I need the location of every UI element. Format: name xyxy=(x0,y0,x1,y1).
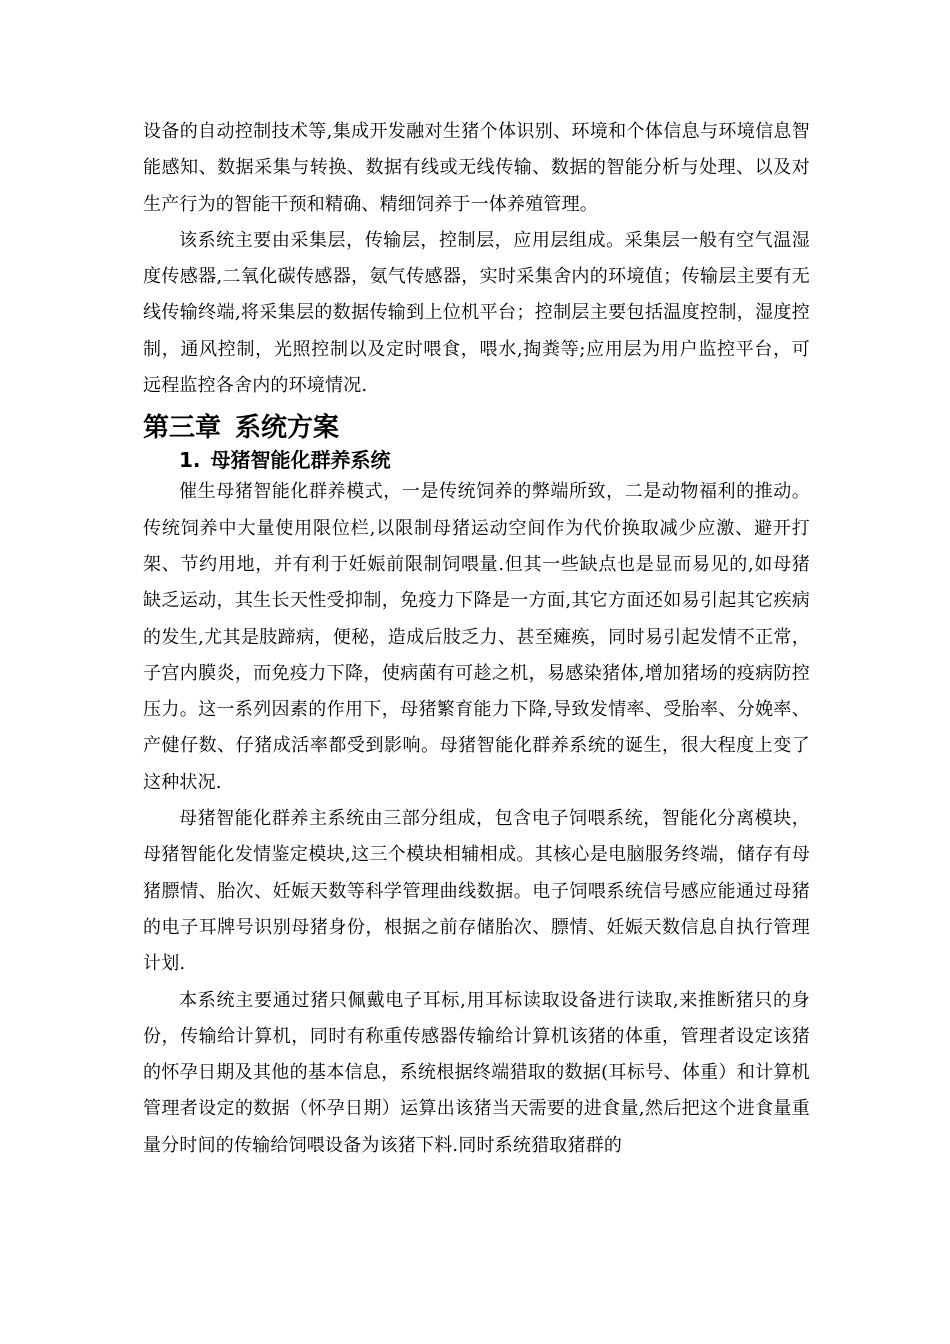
paragraph-continued: 设备的自动控制技术等,集成开发融对生猪个体识别、环境和个体信息与环境信息智能感知、数据采集与转换、数据有线或无线传输、数据的智能分析与处理、以及对生产行为的智能干预和精确、精细饲养于一体养殖管理。 xyxy=(143,121,810,215)
paragraph-group-housing-motivation: 催生母猪智能化群养模式，一是传统饲养的弊端所致，二是动物福利的推动。传统饲养中大量使用限位栏,以限制母猪运动空间作为代价换取减少应激、避开打架、节约用地，并有利于妊娠前限制饲喂量.但其一些缺点也是显而易见的,如母猪缺乏运动，其生长天性受抑制，免疫力下降是一方面,其它方面还如易引起其它疾病的发生,尤其是肢蹄病，便秘，造成后肢乏力、甚至瘫痪，同时易引起发情不正常，子宫内膜炎，而免疫力下降，使病菌有可趁之机，易感染猪体,增加猪场的疫病防控压力。这一系列因素的作用下，母猪繁育能力下降,导致发情率、受胎率、分娩率、产健仔数、仔猪成活率都受到影响。母猪智能化群养系统的诞生，很大程度上变了这种状况. xyxy=(143,481,810,793)
chapter-number: 第三章 xyxy=(143,413,222,444)
paragraph-ear-tag-feeding: 本系统主要通过猪只佩戴电子耳标,用耳标读取设备进行读取,来推断猪只的身份，传输给计算机，同时有称重传感器传输给计算机该猪的体重，管理者设定该猪的怀孕日期及其他的基本信息，系统根据终端猎取的数据(耳标号、体重）和计算机管理者设定的数据（怀孕日期）运算出该猪当天需要的进食量,然后把这个进食量重量分时间的传输给饲喂设备为该猪下料.同时系统猎取猪群的 xyxy=(143,989,810,1156)
paragraph-system-layers: 该系统主要由采集层，传输层，控制层，应用层组成。采集层一般有空气温湿度传感器,二氧化碳传感器，氨气传感器，实时采集舍内的环境值；传输层主要有无线传输终端,将采集层的数据传输到上位机平台；控制层主要包括温度控制，湿度控制，通风控制，光照控制以及定时喂食，喂水,掏粪等;应用层为用户监控平台，可远程监控各舍内的环境情况. xyxy=(143,229,810,397)
section-heading xyxy=(143,446,810,474)
paragraph-system-components: 母猪智能化群养主系统由三部分组成，包含电子饲喂系统，智能化分离模块，母猪智能化发情鉴定模块,这三个模块相辅相成。其核心是电脑服务终端，储存有母猪膘情、胎次、妊娠天数等科学管理曲线数据。电子饲喂系统信号感应能通过母猪的电子耳牌号识别母猪身份，根据之前存储胎次、膘情、妊娠天数信息自执行管理计划. xyxy=(143,808,810,975)
document-page xyxy=(143,114,810,1164)
chapter-title: 系统方案 xyxy=(235,413,340,444)
section-title: 母猪智能化群养系统 xyxy=(210,448,391,473)
chapter-heading xyxy=(143,410,810,446)
section-number: 1. xyxy=(179,448,201,473)
